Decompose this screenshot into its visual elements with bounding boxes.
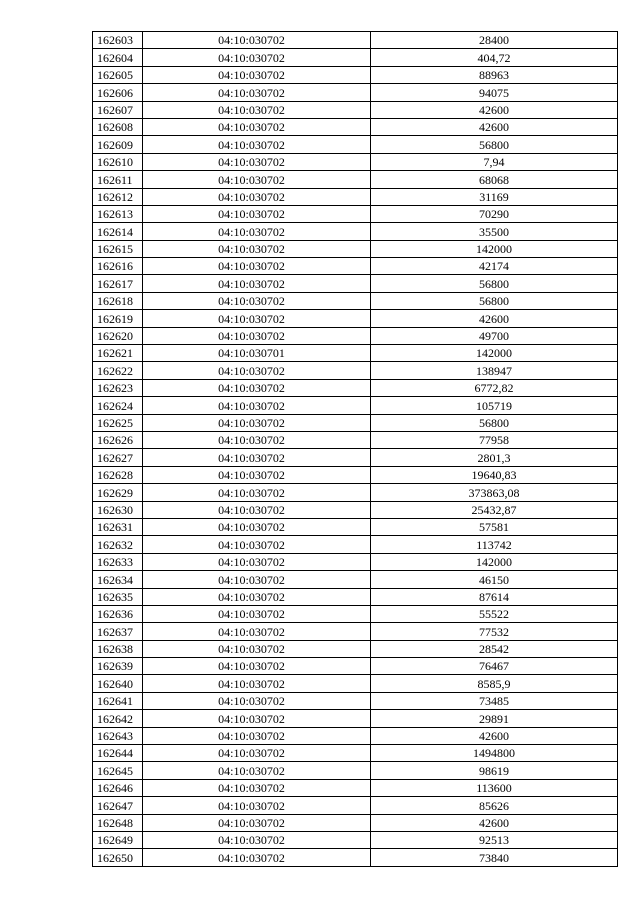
row-id-cell: 162622 [93,362,143,379]
row-value-cell: 88963 [371,66,618,83]
row-id-cell: 162644 [93,745,143,762]
row-id-cell: 162628 [93,466,143,483]
row-value-cell: 42600 [371,310,618,327]
row-id-cell: 162632 [93,536,143,553]
row-code-cell: 04:10:030702 [143,658,371,675]
table-row [93,658,618,675]
row-id-cell: 162650 [93,849,143,866]
row-id-cell: 162616 [93,258,143,275]
row-code-cell: 04:10:030702 [143,553,371,570]
row-value-cell: 29891 [371,710,618,727]
table-row [93,66,618,83]
table-row [93,605,618,622]
row-code-cell: 04:10:030702 [143,831,371,848]
row-code-cell: 04:10:030702 [143,762,371,779]
table-row [93,258,618,275]
table-row [93,762,618,779]
row-id-cell: 162640 [93,675,143,692]
row-id-cell: 162614 [93,223,143,240]
table-row [93,327,618,344]
row-value-cell: 98619 [371,762,618,779]
row-code-cell: 04:10:030702 [143,518,371,535]
table-row [93,153,618,170]
row-code-cell: 04:10:030702 [143,275,371,292]
row-value-cell: 77958 [371,431,618,448]
row-id-cell: 162627 [93,449,143,466]
row-id-cell: 162605 [93,66,143,83]
row-id-cell: 162623 [93,379,143,396]
row-code-cell: 04:10:030702 [143,118,371,135]
row-value-cell: 87614 [371,588,618,605]
row-value-cell: 56800 [371,414,618,431]
row-id-cell: 162642 [93,710,143,727]
row-code-cell: 04:10:030702 [143,692,371,709]
table-row [93,205,618,222]
table-row [93,553,618,570]
row-value-cell: 42600 [371,118,618,135]
row-value-cell: 94075 [371,84,618,101]
table-row [93,466,618,483]
row-code-cell: 04:10:030702 [143,223,371,240]
row-code-cell: 04:10:030702 [143,258,371,275]
row-value-cell: 92513 [371,831,618,848]
table-row [93,536,618,553]
row-id-cell: 162648 [93,814,143,831]
row-id-cell: 162612 [93,188,143,205]
table-row [93,292,618,309]
row-value-cell: 68068 [371,171,618,188]
row-value-cell: 28400 [371,32,618,49]
row-id-cell: 162631 [93,518,143,535]
row-id-cell: 162609 [93,136,143,153]
table-row [93,588,618,605]
table-row [93,101,618,118]
row-id-cell: 162637 [93,623,143,640]
row-code-cell: 04:10:030702 [143,449,371,466]
row-code-cell: 04:10:030701 [143,345,371,362]
table-row [93,379,618,396]
table-row [93,32,618,49]
table-row [93,710,618,727]
row-code-cell: 04:10:030702 [143,588,371,605]
row-value-cell: 113600 [371,779,618,796]
row-id-cell: 162615 [93,240,143,257]
row-id-cell: 162626 [93,431,143,448]
row-value-cell: 46150 [371,571,618,588]
row-code-cell: 04:10:030702 [143,484,371,501]
row-code-cell: 04:10:030702 [143,431,371,448]
table-row [93,223,618,240]
row-value-cell: 7,94 [371,153,618,170]
row-id-cell: 162625 [93,414,143,431]
row-id-cell: 162606 [93,84,143,101]
row-code-cell: 04:10:030702 [143,32,371,49]
row-code-cell: 04:10:030702 [143,501,371,518]
row-value-cell: 42600 [371,101,618,118]
row-code-cell: 04:10:030702 [143,710,371,727]
table-row [93,797,618,814]
table-body [93,32,618,867]
table-row [93,692,618,709]
row-id-cell: 162646 [93,779,143,796]
row-code-cell: 04:10:030702 [143,101,371,118]
table-row [93,136,618,153]
row-value-cell: 85626 [371,797,618,814]
table-row [93,831,618,848]
row-value-cell: 42174 [371,258,618,275]
table-row [93,84,618,101]
row-id-cell: 162634 [93,571,143,588]
row-id-cell: 162618 [93,292,143,309]
table-row [93,118,618,135]
row-value-cell: 77532 [371,623,618,640]
row-id-cell: 162643 [93,727,143,744]
table-row [93,623,618,640]
table-row [93,49,618,66]
row-value-cell: 105719 [371,397,618,414]
row-code-cell: 04:10:030702 [143,188,371,205]
table-row [93,484,618,501]
row-id-cell: 162608 [93,118,143,135]
row-value-cell: 73840 [371,849,618,866]
row-id-cell: 162630 [93,501,143,518]
table-row [93,571,618,588]
table-row [93,171,618,188]
row-value-cell: 142000 [371,553,618,570]
row-id-cell: 162620 [93,327,143,344]
row-id-cell: 162645 [93,762,143,779]
table-row [93,745,618,762]
table-row [93,397,618,414]
row-value-cell: 42600 [371,814,618,831]
row-id-cell: 162619 [93,310,143,327]
table-row [93,675,618,692]
row-code-cell: 04:10:030702 [143,240,371,257]
row-id-cell: 162617 [93,275,143,292]
row-code-cell: 04:10:030702 [143,153,371,170]
row-id-cell: 162635 [93,588,143,605]
table-row [93,518,618,535]
row-id-cell: 162610 [93,153,143,170]
table-row [93,501,618,518]
row-code-cell: 04:10:030702 [143,536,371,553]
table-row [93,431,618,448]
row-code-cell: 04:10:030702 [143,49,371,66]
row-code-cell: 04:10:030702 [143,814,371,831]
row-id-cell: 162621 [93,345,143,362]
row-id-cell: 162638 [93,640,143,657]
row-id-cell: 162611 [93,171,143,188]
table-row [93,779,618,796]
row-value-cell: 113742 [371,536,618,553]
row-code-cell: 04:10:030702 [143,327,371,344]
row-code-cell: 04:10:030702 [143,136,371,153]
row-id-cell: 162636 [93,605,143,622]
table-row [93,275,618,292]
row-code-cell: 04:10:030702 [143,397,371,414]
row-code-cell: 04:10:030702 [143,171,371,188]
row-value-cell: 70290 [371,205,618,222]
row-value-cell: 2801,3 [371,449,618,466]
row-value-cell: 25432,87 [371,501,618,518]
row-code-cell: 04:10:030702 [143,379,371,396]
row-id-cell: 162607 [93,101,143,118]
row-code-cell: 04:10:030702 [143,571,371,588]
row-value-cell: 142000 [371,345,618,362]
row-id-cell: 162641 [93,692,143,709]
row-id-cell: 162603 [93,32,143,49]
row-value-cell: 138947 [371,362,618,379]
row-code-cell: 04:10:030702 [143,362,371,379]
row-id-cell: 162624 [93,397,143,414]
row-id-cell: 162639 [93,658,143,675]
row-code-cell: 04:10:030702 [143,414,371,431]
row-value-cell: 19640,83 [371,466,618,483]
row-value-cell: 1494800 [371,745,618,762]
table-row [93,414,618,431]
row-code-cell: 04:10:030702 [143,84,371,101]
row-value-cell: 76467 [371,658,618,675]
row-code-cell: 04:10:030702 [143,205,371,222]
row-id-cell: 162604 [93,49,143,66]
row-code-cell: 04:10:030702 [143,727,371,744]
row-value-cell: 404,72 [371,49,618,66]
data-table [92,31,618,867]
row-value-cell: 142000 [371,240,618,257]
row-value-cell: 373863,08 [371,484,618,501]
row-code-cell: 04:10:030702 [143,675,371,692]
row-id-cell: 162649 [93,831,143,848]
row-code-cell: 04:10:030702 [143,605,371,622]
table-row [93,814,618,831]
table-row [93,849,618,866]
row-code-cell: 04:10:030702 [143,640,371,657]
row-value-cell: 56800 [371,275,618,292]
row-value-cell: 73485 [371,692,618,709]
table-row [93,449,618,466]
table-row [93,345,618,362]
row-code-cell: 04:10:030702 [143,779,371,796]
row-code-cell: 04:10:030702 [143,310,371,327]
table-row [93,640,618,657]
table-row [93,310,618,327]
row-code-cell: 04:10:030702 [143,466,371,483]
row-value-cell: 8585,9 [371,675,618,692]
row-id-cell: 162633 [93,553,143,570]
row-id-cell: 162613 [93,205,143,222]
row-id-cell: 162647 [93,797,143,814]
row-value-cell: 55522 [371,605,618,622]
row-value-cell: 42600 [371,727,618,744]
data-table-container [92,31,617,867]
row-code-cell: 04:10:030702 [143,797,371,814]
row-value-cell: 6772,82 [371,379,618,396]
table-row [93,240,618,257]
row-value-cell: 28542 [371,640,618,657]
row-value-cell: 31169 [371,188,618,205]
row-value-cell: 49700 [371,327,618,344]
row-value-cell: 35500 [371,223,618,240]
row-code-cell: 04:10:030702 [143,745,371,762]
row-value-cell: 56800 [371,136,618,153]
table-row [93,362,618,379]
row-value-cell: 57581 [371,518,618,535]
row-code-cell: 04:10:030702 [143,623,371,640]
row-id-cell: 162629 [93,484,143,501]
row-code-cell: 04:10:030702 [143,292,371,309]
table-row [93,188,618,205]
row-code-cell: 04:10:030702 [143,66,371,83]
row-value-cell: 56800 [371,292,618,309]
table-row [93,727,618,744]
row-code-cell: 04:10:030702 [143,849,371,866]
